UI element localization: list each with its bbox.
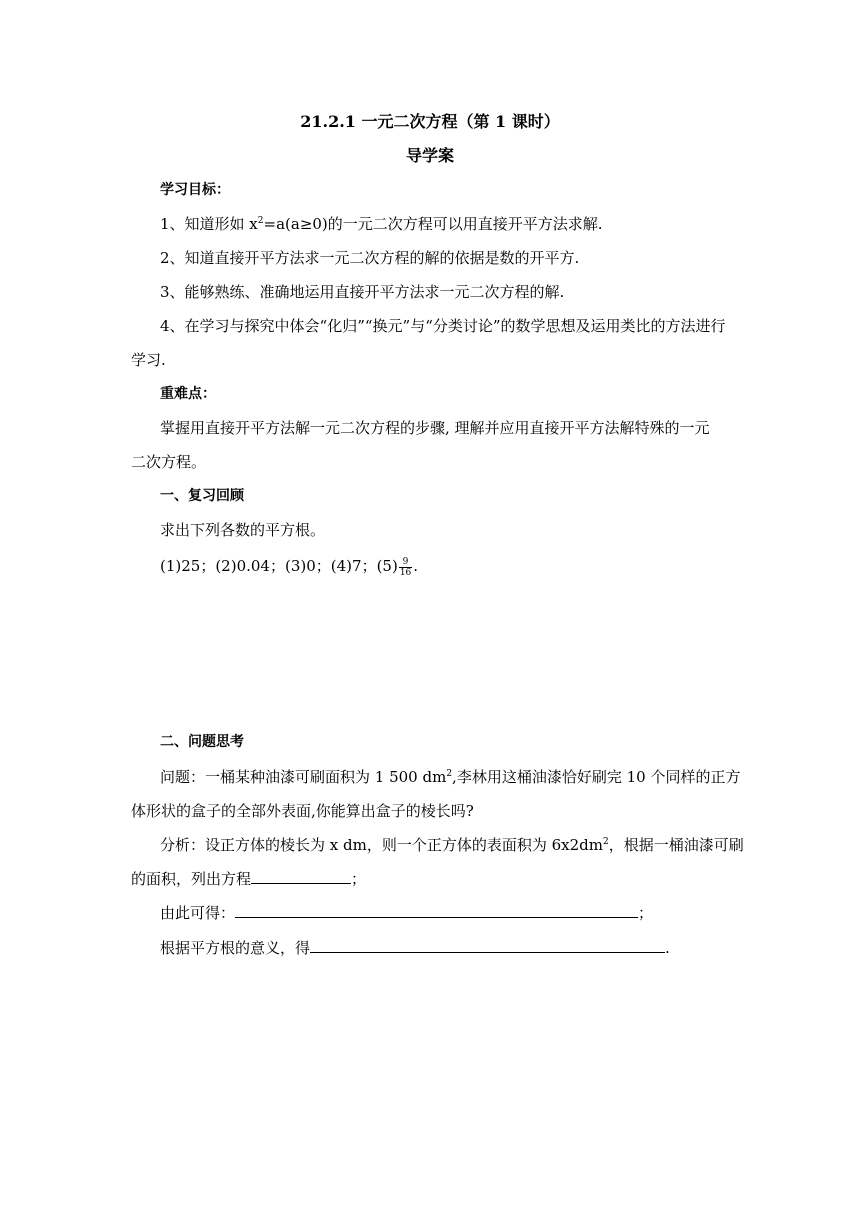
problem-line-2: 体形状的盒子的全部外表面,你能算出盒子的棱长吗? bbox=[131, 802, 474, 820]
thus-blank[interactable] bbox=[235, 902, 638, 918]
key-points-line-1: 掌握用直接开平方法解一元二次方程的步骤, 理解并应用直接开平方法解特殊的一元 bbox=[160, 419, 710, 437]
fraction-denominator: 16 bbox=[399, 567, 412, 578]
analysis-line-2-end: ； bbox=[351, 870, 367, 888]
fraction-numerator: 9 bbox=[399, 557, 412, 568]
problem-line-1-text-b: ,李林用这桶油漆恰好刷完 10 个同样的正方 bbox=[452, 768, 741, 786]
page-title: 21.2.1 一元二次方程（第 1 课时） bbox=[300, 112, 560, 131]
thus-text: 由此可得： bbox=[160, 904, 236, 922]
section-1-heading: 一、复习回顾 bbox=[160, 488, 244, 504]
objective-4-line-1: 4、在学习与探究中体会“化归”“换元”与“分类讨论”的数学思想及运用类比的方法进行 bbox=[160, 317, 726, 335]
objectives-heading: 学习目标： bbox=[160, 182, 230, 198]
analysis-superscript: 2 bbox=[602, 837, 609, 847]
section-2-heading: 二、问题思考 bbox=[160, 734, 244, 750]
root-text: 根据平方根的意义，得 bbox=[160, 939, 311, 957]
page-subtitle: 导学案 bbox=[405, 146, 454, 165]
analysis-line-1-text-b: ，根据一桶油漆可刷 bbox=[608, 836, 744, 854]
fraction bbox=[399, 557, 412, 578]
analysis-line-2-text: 的面积，列出方程 bbox=[131, 870, 252, 888]
analysis-line-1-text-a: 分析：设正方体的棱长为 x dm，则一个正方体的表面积为 6x2dm bbox=[160, 836, 603, 854]
problem-line-1 bbox=[160, 767, 740, 787]
root-end: . bbox=[665, 939, 670, 957]
analysis-line-1 bbox=[160, 835, 744, 855]
objective-1 bbox=[160, 214, 603, 234]
objective-2: 2、知道直接开平方法求一元二次方程的解的依据是数的开平方. bbox=[160, 249, 580, 267]
objective-1-text-a: 1、知道形如 x bbox=[160, 215, 258, 233]
key-points-line-2: 二次方程。 bbox=[131, 453, 207, 471]
section-1-items bbox=[160, 556, 418, 578]
thus-line bbox=[160, 902, 653, 923]
objective-1-superscript: 2 bbox=[257, 216, 264, 226]
objective-4-line-2: 学习. bbox=[131, 351, 166, 369]
equation-blank[interactable] bbox=[251, 868, 351, 884]
thus-end: ； bbox=[638, 904, 654, 922]
root-line bbox=[160, 937, 670, 958]
section-1-prompt: 求出下列各数的平方根。 bbox=[160, 521, 326, 539]
section-1-items-end: . bbox=[413, 557, 419, 575]
objective-1-text-b: =a(a≥0)的一元二次方程可以用直接开平方法求解. bbox=[263, 215, 603, 233]
analysis-line-2 bbox=[131, 868, 366, 889]
key-points-heading: 重难点： bbox=[160, 386, 216, 402]
problem-superscript: 2 bbox=[446, 769, 453, 779]
section-1-items-text: (1)25；(2)0.04；(3)0；(4)7；(5) bbox=[160, 557, 398, 575]
objective-3: 3、能够熟练、准确地运用直接开平方法求一元二次方程的解. bbox=[160, 283, 565, 301]
problem-line-1-text-a: 问题：一桶某种油漆可刷面积为 1 500 dm bbox=[160, 768, 447, 786]
root-blank[interactable] bbox=[310, 937, 665, 953]
